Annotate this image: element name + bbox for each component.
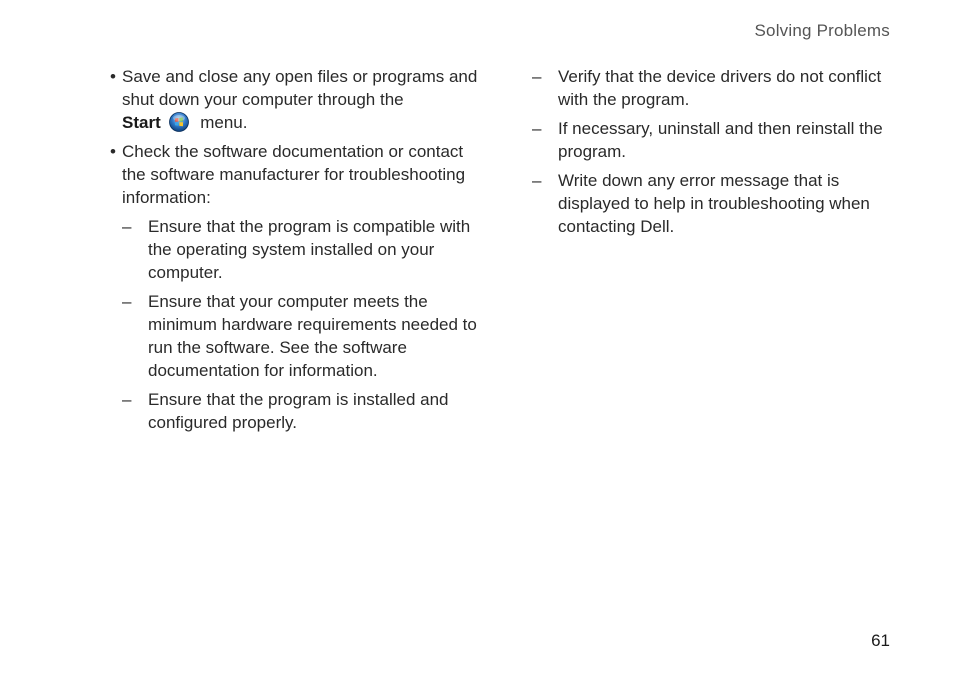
dash-item-installed	[110, 388, 490, 434]
dash-item-reinstall	[530, 117, 900, 163]
section-title: Solving Problems	[754, 21, 890, 40]
dash-item-error-message	[530, 169, 900, 238]
windows-start-orb-icon	[169, 112, 189, 132]
dash-text: If necessary, uninstall and then reinstall the program.	[558, 119, 883, 161]
dash-mark: –	[532, 171, 542, 190]
bullet-text-before: Save and close any open files or programs and shut down your computer through the	[122, 67, 478, 109]
dash-text: Verify that the device drivers do not conflict with the program.	[558, 67, 882, 109]
dash-mark: –	[122, 217, 132, 236]
dash-text: Ensure that your computer meets the minimum hardware requirements needed to run the software. See the software documentation for information.	[148, 292, 477, 380]
bullet-text: Check the software documentation or contact the software manufacturer for troubleshooting information:	[122, 142, 466, 207]
dash-mark: –	[532, 119, 542, 138]
bullet-text-after: menu.	[200, 113, 248, 132]
dash-mark: –	[122, 390, 132, 409]
sub-list	[110, 215, 490, 434]
left-column	[110, 65, 490, 440]
start-label: Start	[122, 113, 161, 132]
dash-item-requirements	[110, 290, 490, 382]
dash-text: Write down any error message that is displayed to help in troubleshooting when contacting Dell.	[558, 171, 870, 236]
dash-text: Ensure that the program is compatible with the operating system installed on your computer.	[148, 217, 471, 282]
dash-text: Ensure that the program is installed and configured properly.	[148, 390, 449, 432]
bullet-mark: •	[110, 142, 116, 161]
dash-item-compatible	[110, 215, 490, 284]
bullet-mark: •	[110, 67, 116, 86]
bullet-item-shutdown	[110, 65, 490, 134]
dash-mark: –	[532, 67, 542, 86]
dash-mark: –	[122, 292, 132, 311]
dash-item-drivers	[530, 65, 900, 111]
bullet-item-documentation	[110, 140, 490, 209]
right-column	[530, 65, 900, 244]
page-number: 61	[871, 631, 890, 650]
